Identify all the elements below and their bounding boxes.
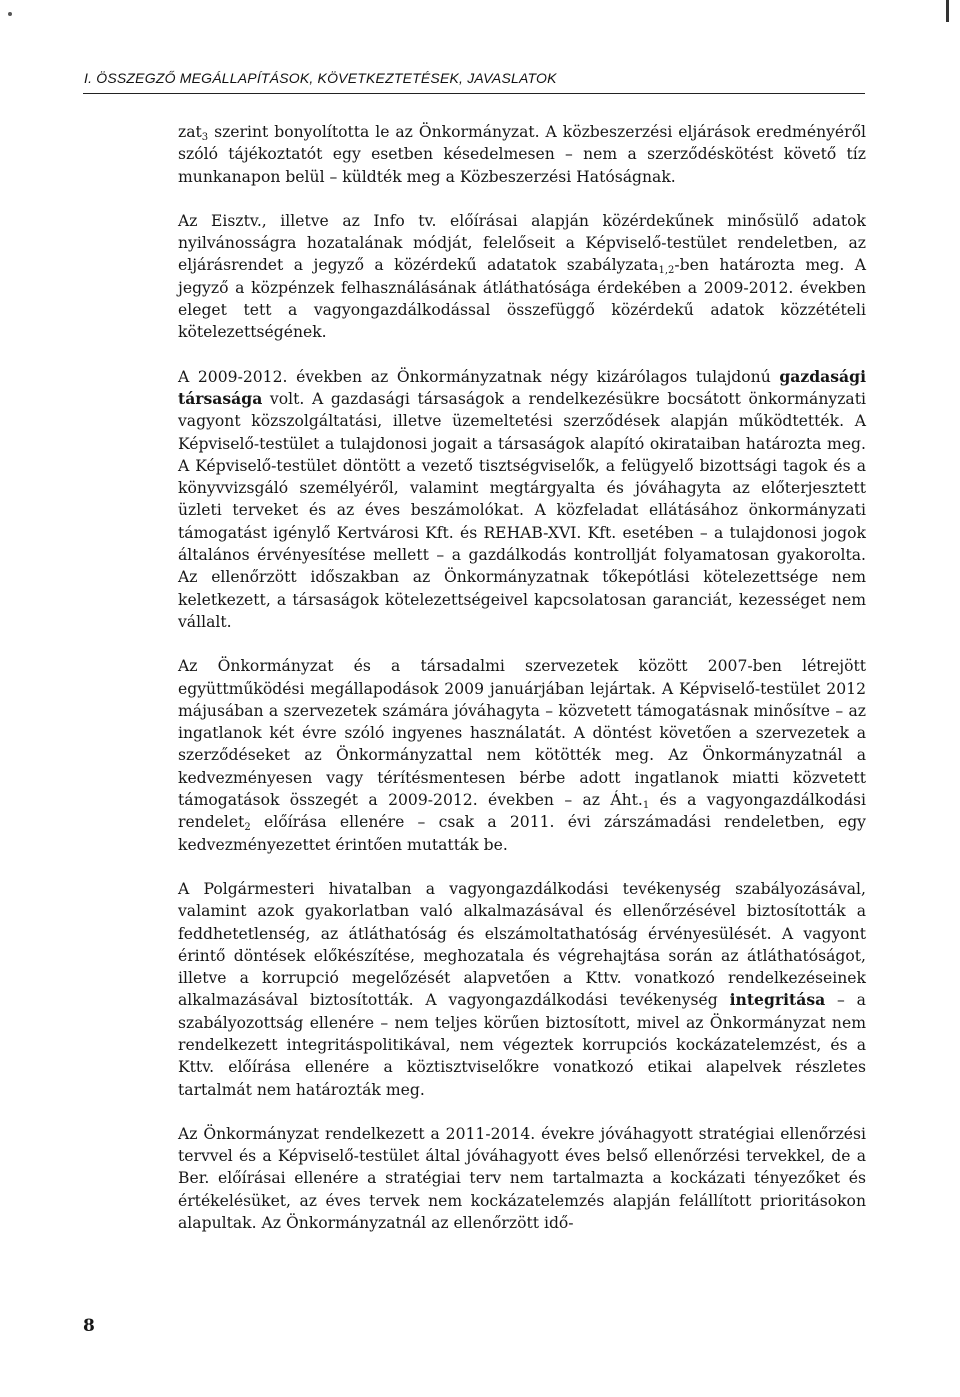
running-header: I. ÖSSZEGZŐ MEGÁLLAPÍTÁSOK, KÖVETKEZTETÉSEK, JAVASLATOK: [84, 70, 557, 86]
paragraph-social-organizations: [178, 655, 866, 856]
text-fragment: Az Eisztv., illetve az Info tv. előírásai alapján közérdekűnek minősülő adatok nyilvánosságra hozatalának módját, felelőseit a Képviselő-testület rendeletben, az eljárásrendet a jegyző a közérdekű adatatok szabályzata: [178, 211, 866, 275]
subscript-ref: 1: [642, 800, 650, 812]
subscript-ref: 1,2: [658, 265, 675, 277]
bold-term: integritása: [729, 990, 826, 1010]
main-text: [178, 121, 866, 1256]
text-fragment: szerint bonyolította le az Önkormányzat. A közbeszerzési eljárások eredményéről szóló tájékoztatót egy esetben késedelmesen – nem a szerződéskötést követő tíz munkanapon belül – küldték meg a Közbeszerzési Hatóságnak.: [178, 123, 866, 186]
text-fragment: volt. A gazdasági társaságok a rendelkezésükre bocsátott önkormányzati vagyont közszolgáltatási, illetve üzemeltetési szerződések alapján működtették. A Képviselő-testület a tulajdonosi jogait a társaságok alapító okirataiban határozta meg. A Képviselő-testület döntött a vezető tisztségviselők, a felügyelő bizottsági tagok és a könyvvizsgáló személyéről, valamint megtárgyalta és jóváhagyta az előterjesztett üzleti terveket és az éves beszámolókat. A közfeladat ellátásához önkormányzati támogatást igénylő Kertvárosi Kft. és REHAB-XVI. Kft. esetében – a tulajdonosi jogok általános érvényesítése mellett – a gazdálkodás kontrollját folyamatosan gyakorolta. Az ellenőrzött időszakban az Önkormányzatnak tőkepótlási kötelezettsége nem keletkezett, a társaságok kötelezettségeivel kapcsolatosan garanciát, kezességet nem vállalt.: [178, 389, 866, 631]
scan-artifact-dot: [8, 12, 12, 16]
text-fragment: zat: [178, 123, 202, 141]
text-fragment: előírása ellenére – csak a 2011. évi zárszámadási rendeletben, egy kedvezményezettet érintően mutatták be.: [178, 813, 866, 854]
page-number: 8: [83, 1316, 95, 1336]
paragraph-integrity: [178, 878, 866, 1101]
subscript-ref: 3: [201, 132, 209, 143]
bold-term: gazdasági társasága: [178, 366, 866, 408]
paragraph-public-data: [178, 210, 866, 344]
header-divider: [83, 93, 865, 94]
text-fragment: A 2009-2012. években az Önkormányzatnak négy kizárólagos tulajdonú: [178, 367, 771, 386]
text-fragment: – a szabályozottság ellenére – nem teljes körűen biztosított, mivel az Önkormányzat nem rendelkezett integritáspolitikával, nem végeztek korrupciós kockázatelemzést, és a Kttv. előírása ellenére a köztisztviselőkre vonatkozó etikai alapelvek részletes tartalmát nem határozták meg.: [178, 991, 866, 1099]
text-fragment: A Polgármesteri hivatalban a vagyongazdálkodási tevékenység szabályozásával, valamint azok gyakorlatban való alkalmazásával és ellenőrzésével biztosították a feddhetetlenség, az átláthatóság és elszámoltathatóság érvényesülését. A vagyont érintő döntések előkészítése, meghozatala és végrehajtása során az átláthatóságot, illetve a korrupció megelőzését alapvetően a Kttv. vonatkozó rendelkezéseinek alkalmazásával biztosították. A vagyongazdálkodási tevékenység: [178, 879, 866, 1010]
paragraph-procurement: [178, 121, 866, 188]
scan-artifact-mark: [946, 0, 949, 22]
text-fragment: Az Önkormányzat és a társadalmi szervezetek között 2007-ben létrejött együttműködési megállapodások 2009 januárjában lejártak. A Képviselő-testület 2012 májusában a szervezetek számára jóváhagyta – közvetett támogatásnak minősítve – az ingatlanok két évre szóló ingyenes használatát. A döntést követően a szervezetek a szerződéseket az Önkormányzattal nem kötötték meg. Az Önkormányzatnál a kedvezményesen vagy térítésmentesen bérbe adott ingatlanok miatti közvetett támogatások összegét a 2009-2012. években – az Áht.: [178, 657, 866, 810]
text-fragment: és a vagyongazdálkodási rendelet: [178, 791, 866, 832]
text-fragment: Az Önkormányzat rendelkezett a 2011-2014. évekre jóváhagyott stratégiai ellenőrzési tervvel és a Képviselő-testület által jóváhagyott éves belső ellenőrzési tervekkel, de a Ber. előírásai ellenére a stratégiai terv nem tartalmazta a kockázati tényezőket és értékelésüket, az éves tervek nem kockázatelemzés alapján felállított prioritásokon alapultak. Az Önkormányzatnál az ellenőrzött idő-: [178, 1124, 866, 1233]
text-fragment: -ben határozta meg. A jegyző a közpénzek felhasználásának átláthatósága érdekében a 2009-2012. években eleget tett a vagyongazdálkodással összefüggő közérdekű adatok közzétételi kötelezettségének.: [178, 256, 866, 342]
subscript-ref: 2: [244, 822, 251, 834]
paragraph-audit-plan: [178, 1123, 866, 1234]
paragraph-companies: [178, 366, 866, 634]
